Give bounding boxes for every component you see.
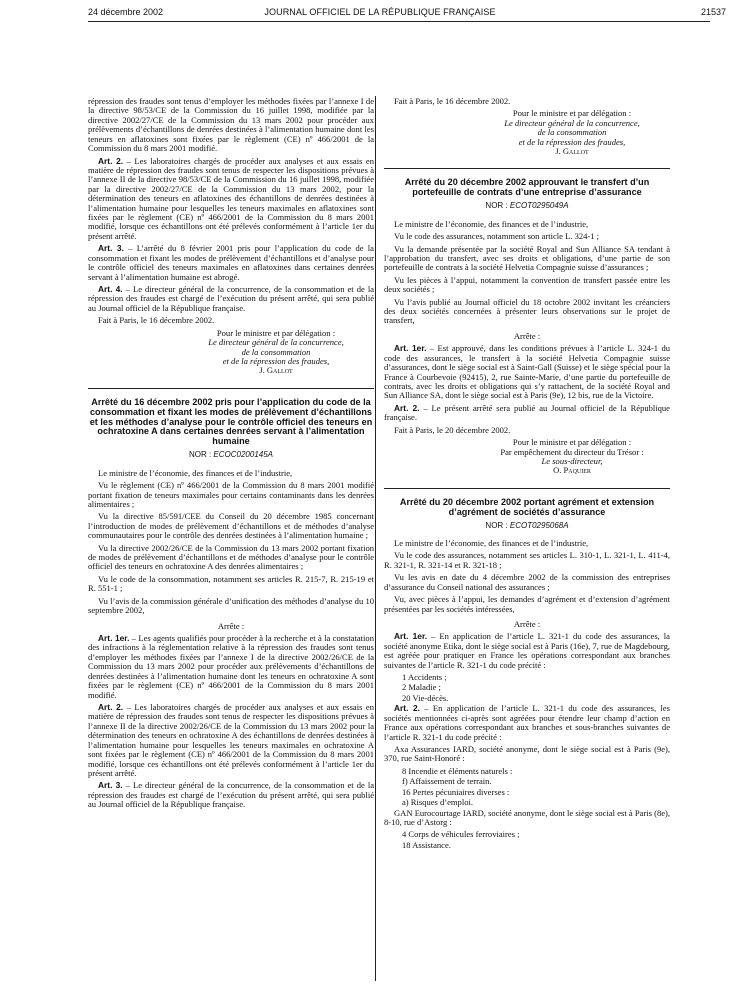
arrete-heading: Arrête : [513,618,541,629]
signatory-name: J. Gallot [259,365,293,376]
article-label: Art. 2. [394,703,420,714]
preamble-line: Vu l’avis publié au Journal officiel du 18 octobre 2002 invitant les créanciers des deux sociétés concernées à présenter leurs observations sur le projet de transfert, [384,296,670,326]
article-label: Art. 4. [98,284,123,295]
signature-line: Le directeur général de la concurrence, [208,337,344,348]
preamble-line: Vu le code des assurances, notamment son article L. 324-1 ; [394,231,600,242]
article-text: – Les agents qualifiés pour procéder à la recherche et à la constatation des infractions à la réglementation relative à la répression des fraudes sont tenus d’employer les méthodes fixées par l’annexe I de la directive 2002/26/CE de la Commission du 13 mars 2002 pour procéder aux prélèvements d’échantillons de denrées destinées à l’alimentation humaine dont les teneurs en ochratoxine A sont fixées par le règlement (CE) nº 466/2001 de la Commission du 8 mars 2001 modifié. [88,633,374,700]
signature-block [474,109,670,156]
article-2 [384,704,670,742]
preamble-line: Le ministre de l’économie, des finances et de l’industrie, [98,467,293,478]
preamble-line: Le ministre de l’économie, des finances et de l’industrie, [394,537,589,548]
signatory-name: O. Paquier [553,465,591,476]
preamble-line: Vu, avec pièces à l’appui, les demandes d’agrément et d’extension d’agrément présentées par les sociétés intéressées, [384,594,670,614]
article-1 [384,344,670,401]
signature-date: Fait à Paris, le 20 décembre 2002. [394,424,511,435]
section-separator [88,388,374,389]
page-header [0,0,748,22]
article-text: – En application de l’article L. 321-1 du code des assurances, les sociétés mentionnées ci-après sont agréées pour étendre leur champ d’action en France aux opérations correspondant aux branches et sous-branches suivantes de l’article R. 321-1 du code précité : [384,703,670,742]
preamble-line: Vu la directive 2002/26/CE de la Commission du 13 mars 2002 portant fixation de modes de prélèvement d’échantillons et de méthodes d’analyse pour le contrôle officiel des teneurs en ochratoxine A des denrées alimentaires ; [88,542,374,572]
preamble-line: Vu le code de la consommation, notamment ses articles R. 215-7, R. 215-19 et R. 551-1 ; [88,573,374,594]
nor-reference [384,201,670,210]
signature-line: de la consommation [537,127,607,138]
company-entry: Axa Assurances IARD, société anonyme, dont le siège social est à Paris (9e), 370, rue Saint-Honoré : [384,744,670,764]
article-label: Art. 1er. [98,633,130,644]
article-text: – Le directeur général de la concurrence, de la consommation et de la répression des fraudes est chargé de l’exécution du présent arrêté, qui sera publié au Journal officiel de la République française. [88,284,374,313]
article-1 [384,632,670,670]
list-item: f) Affaissement de terrain. [402,776,492,787]
nor-label: NOR : [485,201,510,211]
list-item: 18 Assistance. [402,839,451,850]
header-page-number: 21537 [700,7,726,17]
column-divider [375,96,376,981]
article-label: Art. 2. [98,701,124,712]
preamble-line: Vu le règlement (CE) nº 466/2001 de la Commission du 8 mars 2001 modifié portant fixation de teneurs maximales pour certains contaminants dans les denrées alimentaires ; [88,480,374,509]
signature-line: et de la répression des fraudes, [222,355,330,366]
decree-title: Arrêté du 20 décembre 2002 approuvant le transfert d’un portefeuille de contrats d’une entreprise d’assurance [404,177,650,198]
left-column [88,97,374,813]
signature-date: Fait à Paris, le 16 décembre 2002. [98,315,215,326]
preamble-line: Vu la demande présentée par la société Royal and Sun Alliance SA tendant à l’approbation du transfert, avec ses droits et obligations, d’une partie de son portefeuille de contrats à la société Helvetia Compagnie suisse d’assurances ; [384,243,670,273]
preamble-line: Vu les avis en date du 4 décembre 2002 de la commission des entreprises d’assurance du Conseil national des assurances ; [384,572,670,592]
arrete-heading: Arrête : [513,330,541,341]
article-4 [88,285,374,313]
list-item: 8 Incendie et éléments naturels : [402,765,513,776]
article-2 [88,703,374,778]
article-2 [88,157,374,242]
nor-code: ECOT0295049A [509,201,569,211]
signature-line: Pour le ministre et par délégation : [512,108,632,119]
list-item: a) Risques d’emploi. [402,797,473,808]
article-text: – En application de l’article L. 321-1 du code des assurances, la société anonyme Etika, dont le siège social est à Paris (16e), 7, rue de Magdebourg, est agréée pour pratiquer en France les opérations correspondant aux branches suivantes de l’article R. 321-1 du code précité : [384,631,670,670]
preamble-line: Vu l’avis de la commission générale d’unification des méthodes d’analyse du 10 septembre 2002, [88,595,374,616]
header-rule [88,21,710,22]
signature-block [474,438,670,476]
article-label: Art. 1er. [394,343,427,354]
header-journal-title: JOURNAL OFFICIEL DE LA RÉPUBLIQUE FRANÇAISE [264,7,496,17]
preamble-line: Vu les pièces à l’appui, notamment la convention de transfert passée entre les deux sociétés ; [384,274,670,295]
article-label: Art. 3. [98,243,124,254]
list-item: 20 Vie-décès. [402,692,449,703]
decree-title: Arrêté du 16 décembre 2002 pris pour l’application du code de la consommation et fixant les modes de prélèvement d’échantillons et les méthodes d’analyse pour le contrôle officiel des teneurs en ochratoxine A dans certaines denrées servant à l’alimentation humaine [89,396,373,447]
list-item: 4 Corps de véhicules ferroviaires ; [402,829,520,840]
preamble-line: Vu le code des assurances, notamment ses articles L. 310-1, L. 321-1, L. 411-4, R. 321-1, R. 321-14 et R. 321-18 ; [384,550,670,570]
signature-line: Par empêchement du directeur du Trésor : [500,446,644,457]
list-item: 2 Maladie ; [402,682,441,693]
preamble-line: Le ministre de l’économie, des finances et de l’industrie, [394,218,589,229]
section-separator [384,488,670,489]
article-text: – Les laboratoires chargés de procéder aux analyses et aux essais en matière de répression des fraudes sont tenus de respecter les dispositions prévues à l’annexe II de la directive 98/53/CE de la Commission du 16 juillet 1998, modifiée par la directive 2002/27/CE de la Commission du 13 mars 2002, pour la détermination des teneurs en aflatoxines des échantillons de denrées destinées à l’alimentation humaine pour lesquelles les teneurs maximales en aflatoxines sont fixées par le règlement (CE) nº 466/2001 de la Commission du 8 mars 2001 modifié, lorsque ces échantillons ont été prélevés conformément à l’article 1er du présent arrêté. [88,155,374,241]
article-text: – L’arrêté du 8 février 2001 pris pour l’application du code de la consommation et fixant les modes de prélèvement d’échantillons et d’analyse pour le contrôle officiel des teneurs maximales en aflatoxines dans certaines denrées servant à l’alimentation humaine est abrogé. [88,243,374,282]
section-separator [384,168,670,169]
arrete-heading: Arrête : [217,620,245,631]
signature-line: et de la répression des fraudes, [518,136,626,147]
article-text: – Le présent arrêté sera publié au Journal officiel de la République française. [384,402,670,423]
article-label: Art. 2. [98,155,124,166]
article-label: Art. 2. [394,402,420,413]
signature-date: Fait à Paris, le 16 décembre 2002. [394,96,511,106]
nor-label: NOR : [485,520,510,530]
nor-code: ECOC0200145A [213,450,274,460]
nor-code: ECOT0295068A [509,520,569,530]
decree-title: Arrêté du 20 décembre 2002 portant agrément et extension d’agrément de sociétés d’assurance [399,496,655,517]
signature-line: Le sous-directeur, [541,455,603,466]
signatory-name: J. Gallot [555,146,589,157]
signature-line: de la consommation [241,346,311,357]
nor-label: NOR : [188,450,214,460]
list-item: 16 Pertes pécuniaires diverses : [402,786,510,797]
article-3 [88,781,374,809]
signature-line: Le directeur général de la concurrence, [504,117,640,128]
article-2 [384,404,670,423]
nor-reference [88,450,374,459]
company-entry: GAN Eurocourtage IARD, société anonyme, dont le siège social est à Paris (8e), 8-10, rue d’Astorg : [384,807,670,827]
article-text: – Le directeur général de la concurrence, de la consommation et de la répression des fraudes est chargé de l’exécution du présent arrêté, qui sera publié au Journal officiel de la République française. [88,780,374,810]
article-label: Art. 1er. [394,631,428,642]
article-text: – Est approuvé, dans les conditions prévues à l’article L. 324-1 du code des assurances, le transfert à la société Helvetia Compagnie suisse d’assurances, dont le siège social est à Saint-Gall (Suisse) et le siège spécial pour la France à Courbevoie (92415), 2, rue Sainte-Marie, d’une partie du portefeuille de contrats, avec les droits et obligations qui s’y rattachent, de la société Royal and Sun Alliance SA, dont le siège social est à Paris (9e), 12 bis, rue de la Victoire. [384,343,670,401]
article-3 [88,244,374,282]
signature-line: Pour le ministre et par délégation : [216,327,336,338]
signature-block [178,329,374,376]
header-date: 24 décembre 2002 [88,7,164,17]
article-1 [88,634,374,700]
list-item: 1 Accidents ; [402,672,447,683]
article-text: – Les laboratoires chargés de procéder aux analyses et aux essais en matière de répression des fraudes sont tenus de respecter les dispositions prévues à l’annexe II de la directive 2002/26/CE de la Commission du 13 mars 2002 pour la détermination des teneurs en ochratoxine A des échantillons de denrées destinées à l’alimentation humaine pour lesquelles les teneurs maximales en ochratoxine A sont fixées par le règlement (CE) nº 466/2001 de la Commission du 8 mars 2001 modifié, lorsque ces échantillons ont été prélevés conformément à l’article 1er du présent arrêté. [88,701,374,778]
nor-reference [384,521,670,530]
preamble-line: Vu la directive 85/591/CEE du Conseil du 20 décembre 1985 concernant l’introduction de modes de prélèvement d’échantillons et de méthodes d’analyse communautaires pour le contrôle des denrées destinées à l’alimentation humaine ; [88,511,374,541]
right-column [384,97,670,851]
article-label: Art. 3. [98,780,123,791]
signature-line: Pour le ministre et par délégation : [512,437,632,448]
paragraph: répression des fraudes sont tenus d’employer les méthodes fixées par l’annexe I de la directive 98/53/CE de la Commission du 16 juillet 1998, modifiée par la directive 2002/27/CE de la Commission du 13 mars 2002 pour procéder aux prélèvements d’échantillons de denrées destinées à l’alimentation humaine dont les teneurs en aflatoxines sont fixées par le règlement (CE) nº 466/2001 de la Commission du 8 mars 2001 modifié. [88,96,374,154]
